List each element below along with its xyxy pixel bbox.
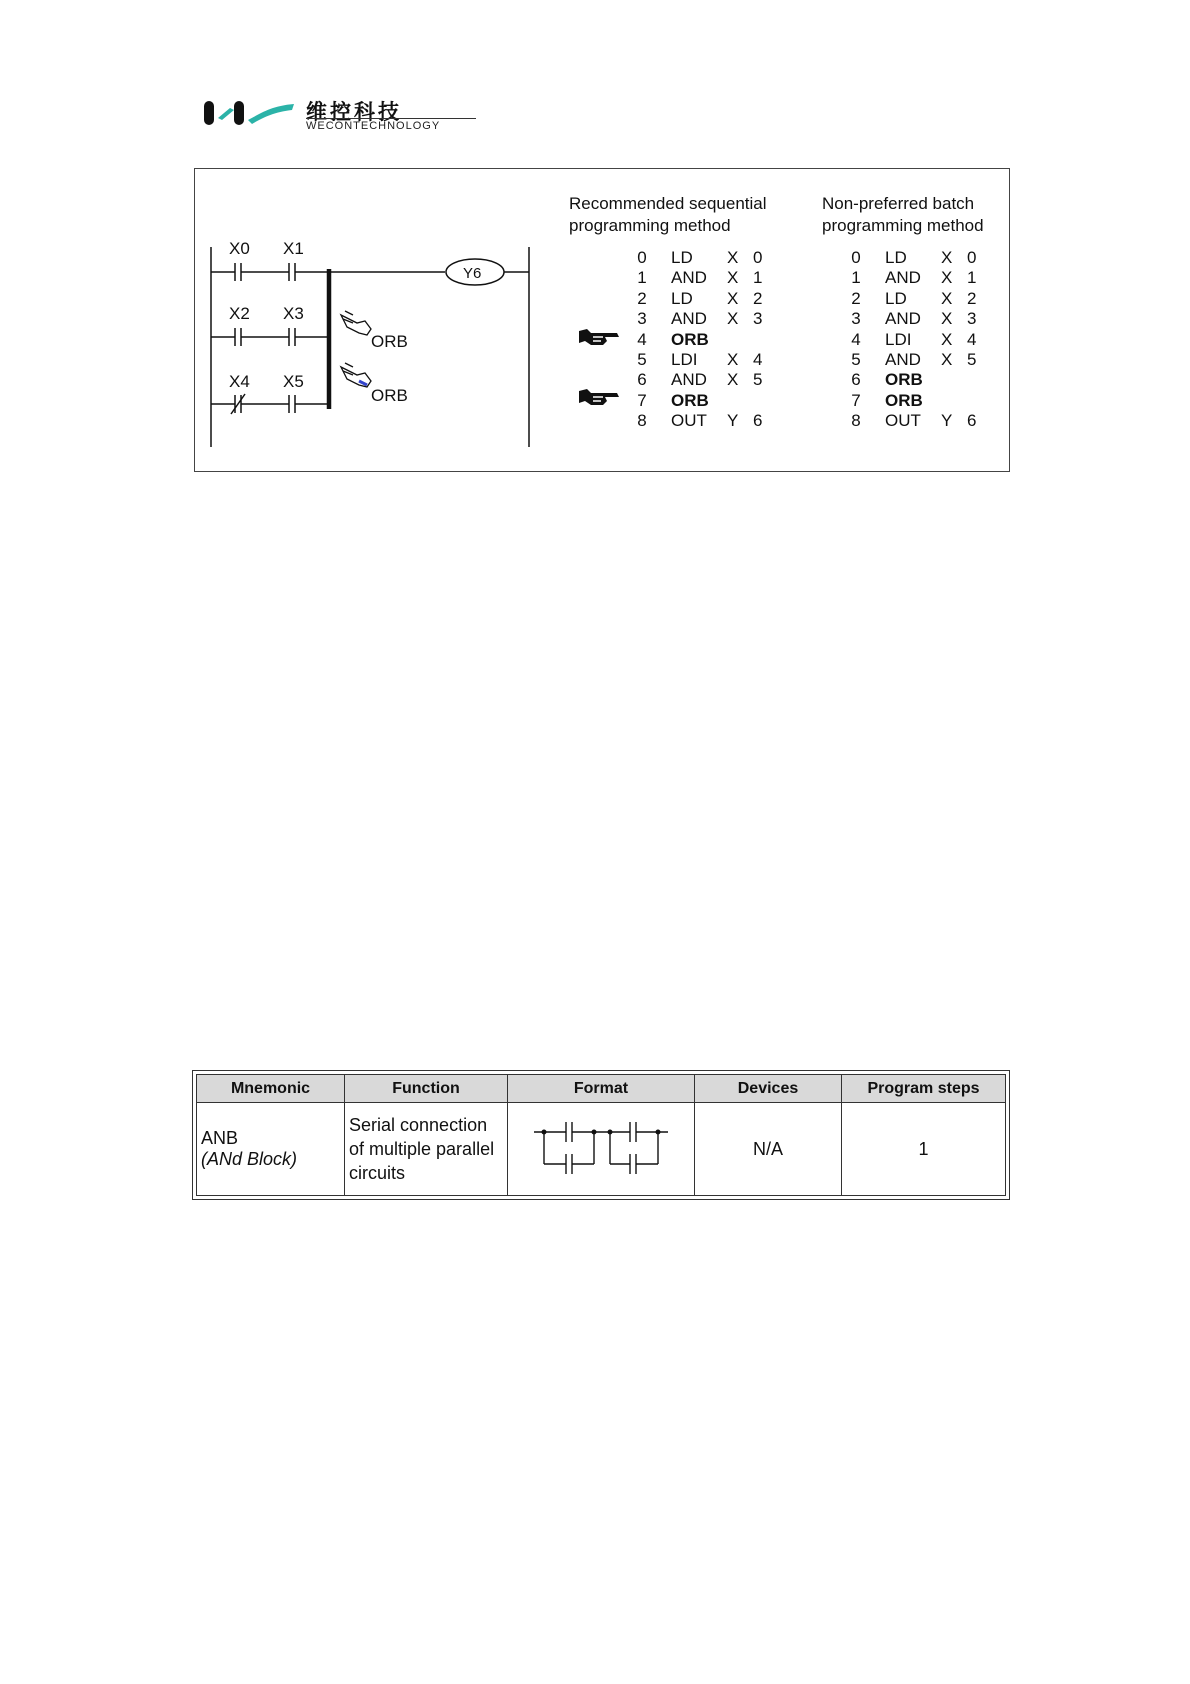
device-index: 3 bbox=[753, 309, 763, 329]
device-letter: X bbox=[727, 248, 739, 267]
coil-y6-label: Y6 bbox=[463, 265, 482, 282]
device-index: 4 bbox=[967, 329, 977, 349]
recommended-title-line1: Recommended sequential bbox=[569, 194, 767, 213]
mnemonic-cell bbox=[197, 1103, 345, 1196]
device-letter: X bbox=[941, 329, 953, 349]
function-cell bbox=[345, 1103, 508, 1196]
contact-x5-label: X5 bbox=[283, 372, 304, 391]
instruction: AND bbox=[885, 309, 921, 329]
instruction: LD bbox=[671, 288, 693, 308]
pointing-hand-icon bbox=[577, 385, 623, 409]
brand-name-chinese: 维控科技 bbox=[306, 100, 402, 124]
table-row bbox=[197, 1103, 1006, 1196]
instruction: LDI bbox=[885, 329, 912, 349]
step-number: 7 bbox=[851, 390, 861, 410]
instruction: ORB bbox=[671, 329, 709, 349]
instruction: OUT bbox=[671, 411, 707, 431]
mnemonic-code: ANB bbox=[201, 1128, 239, 1148]
wecon-logo-mark-icon bbox=[200, 96, 300, 130]
header-function: Function bbox=[345, 1075, 508, 1103]
recommended-method-title bbox=[569, 193, 767, 237]
step-number: 3 bbox=[851, 309, 861, 329]
orb-label-1: ORB bbox=[371, 332, 408, 351]
device-index: 6 bbox=[753, 411, 763, 431]
step-number: 6 bbox=[851, 370, 861, 390]
company-logo bbox=[200, 96, 490, 136]
devices-cell: N/A bbox=[695, 1103, 842, 1196]
instruction: AND bbox=[885, 350, 921, 369]
step-number: 3 bbox=[637, 309, 647, 329]
function-text: Serial connection of multiple parallel circuits bbox=[349, 1115, 495, 1183]
device-letter: X bbox=[941, 288, 953, 308]
device-letter: X bbox=[941, 248, 953, 267]
step-number: 2 bbox=[851, 288, 861, 308]
instruction: AND bbox=[671, 268, 707, 288]
step-number: 1 bbox=[851, 268, 861, 288]
instruction: LD bbox=[885, 288, 907, 308]
program-steps-cell: 1 bbox=[842, 1103, 1006, 1196]
device-index: 4 bbox=[753, 350, 763, 369]
device-index: 0 bbox=[967, 248, 977, 267]
pointing-hand-icon bbox=[341, 363, 371, 387]
batch-program-list bbox=[849, 248, 999, 432]
step-number: 6 bbox=[637, 370, 647, 390]
step-number: 8 bbox=[637, 411, 647, 431]
instruction: OUT bbox=[885, 411, 921, 431]
step-number: 7 bbox=[637, 390, 647, 410]
instruction: AND bbox=[671, 309, 707, 329]
step-number: 1 bbox=[637, 268, 647, 288]
device-index: 6 bbox=[967, 411, 977, 431]
device-letter: X bbox=[727, 350, 739, 369]
contact-x1-label: X1 bbox=[283, 239, 304, 258]
anb-spec-table bbox=[192, 1070, 1010, 1200]
pointing-hand-icon bbox=[577, 325, 623, 349]
batch-method-title bbox=[822, 193, 984, 237]
step-number: 5 bbox=[637, 350, 647, 369]
recommended-program-list bbox=[635, 248, 785, 432]
instruction: LD bbox=[671, 248, 693, 267]
device-index: 0 bbox=[753, 248, 763, 267]
instruction: AND bbox=[885, 268, 921, 288]
device-letter: X bbox=[941, 309, 953, 329]
header-mnemonic: Mnemonic bbox=[197, 1075, 345, 1103]
batch-title-line1: Non-preferred batch bbox=[822, 194, 975, 213]
step-number: 8 bbox=[851, 411, 861, 431]
orb-example-figure bbox=[194, 168, 1010, 472]
instruction: LD bbox=[885, 248, 907, 267]
step-number: 4 bbox=[851, 329, 861, 349]
header-format: Format bbox=[508, 1075, 695, 1103]
step-number: 4 bbox=[637, 329, 647, 349]
device-letter: X bbox=[941, 350, 953, 369]
device-index: 3 bbox=[967, 309, 977, 329]
orb-label-2: ORB bbox=[371, 386, 408, 405]
instruction: ORB bbox=[885, 390, 923, 410]
device-index: 2 bbox=[753, 288, 763, 308]
mnemonic-name: (ANd Block) bbox=[201, 1149, 298, 1169]
device-letter: X bbox=[727, 268, 739, 288]
contact-x4-label: X4 bbox=[229, 372, 250, 391]
header-devices: Devices bbox=[695, 1075, 842, 1103]
device-letter: Y bbox=[727, 411, 739, 431]
step-number: 0 bbox=[637, 248, 647, 267]
device-index: 1 bbox=[753, 268, 763, 288]
header-program-steps: Program steps bbox=[842, 1075, 1006, 1103]
device-letter: Y bbox=[941, 411, 953, 431]
step-number: 5 bbox=[851, 350, 861, 369]
step-number: 2 bbox=[637, 288, 647, 308]
instruction: AND bbox=[671, 370, 707, 390]
step-number: 0 bbox=[851, 248, 861, 267]
anb-format-diagram bbox=[526, 1108, 676, 1186]
device-letter: X bbox=[727, 288, 739, 308]
contact-x3-label: X3 bbox=[283, 304, 304, 323]
device-letter: X bbox=[727, 309, 739, 329]
contact-x2-label: X2 bbox=[229, 304, 250, 323]
batch-title-line2: programming method bbox=[822, 216, 984, 235]
instruction: ORB bbox=[671, 390, 709, 410]
device-letter: X bbox=[727, 370, 739, 390]
brand-name-english: WECONTECHNOLOGY bbox=[306, 118, 476, 132]
device-index: 1 bbox=[967, 268, 977, 288]
format-cell bbox=[508, 1103, 695, 1196]
contact-x0-label: X0 bbox=[229, 239, 250, 258]
device-index: 2 bbox=[967, 288, 977, 308]
pointing-hand-icon bbox=[341, 311, 371, 335]
instruction: LDI bbox=[671, 350, 698, 369]
device-letter: X bbox=[941, 268, 953, 288]
instruction: ORB bbox=[885, 370, 923, 390]
recommended-title-line2: programming method bbox=[569, 216, 731, 235]
device-index: 5 bbox=[967, 350, 977, 369]
device-index: 5 bbox=[753, 370, 763, 390]
